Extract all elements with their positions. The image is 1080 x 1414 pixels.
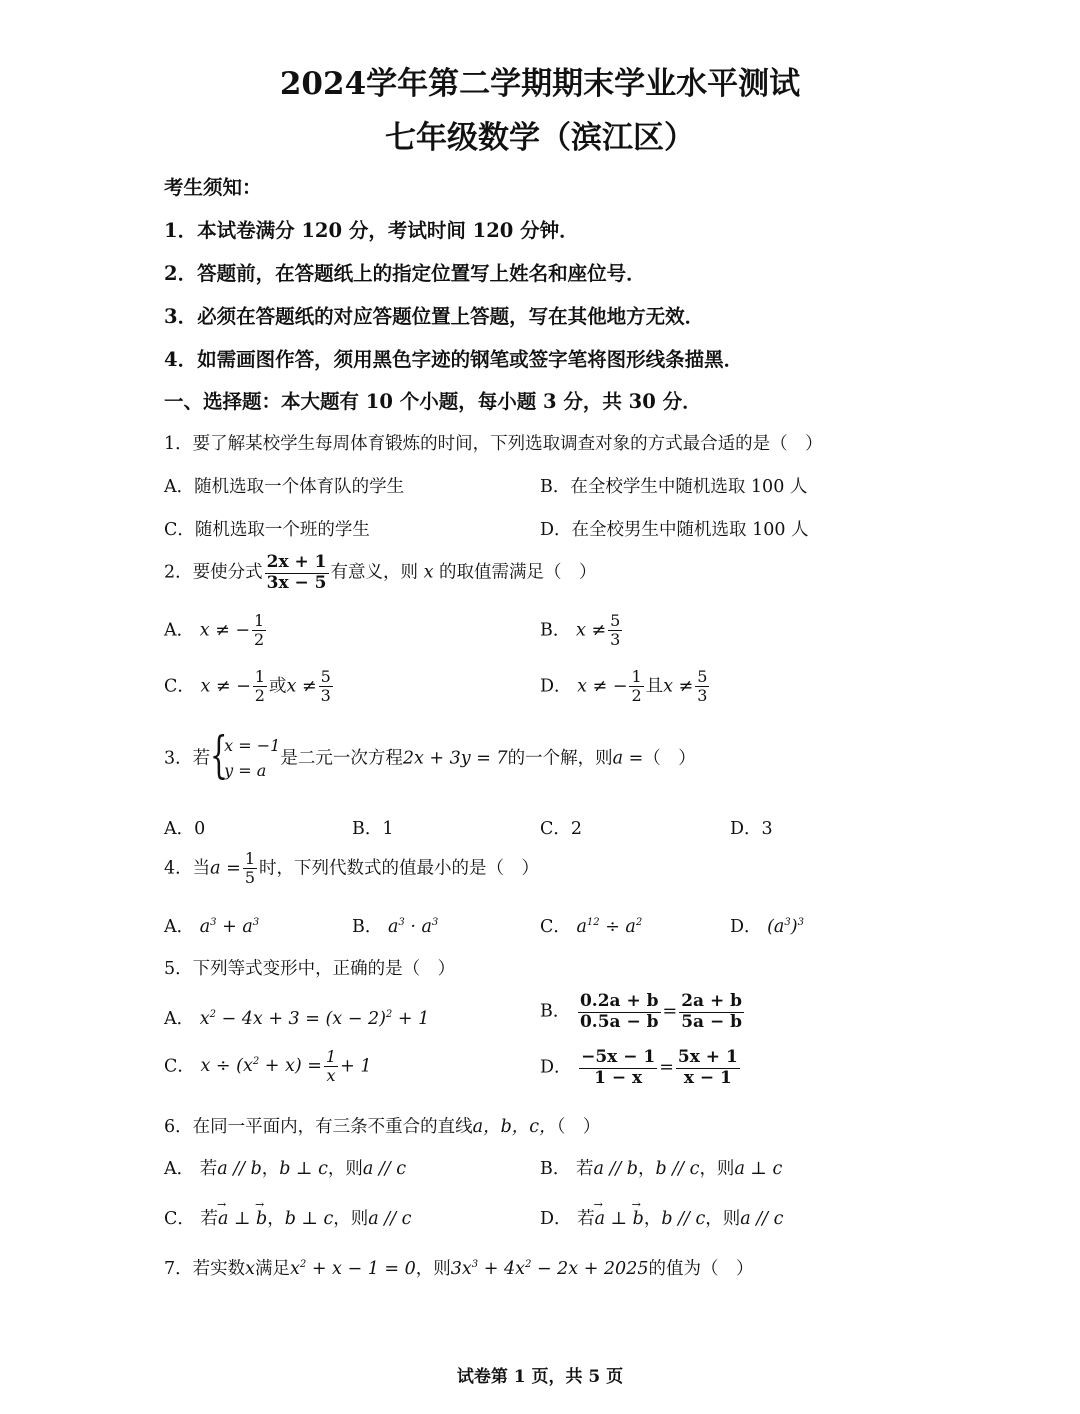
page-footer: 试卷第 1 页，共 5 页	[456, 1367, 624, 1387]
question-6-stem: 6．在同一平面内，有三条不重合的直线a，b，c，（ ）	[164, 1117, 601, 1137]
question-6-option-b: B． 若a // b，b // c，则a ⊥ c	[540, 1159, 783, 1179]
equation-system: { x = −1 y = a	[210, 726, 281, 784]
question-2-option-d: D． x ≠ − $\frac{1}{2}$ 且x ≠ $\frac{5}{3}$	[540, 667, 708, 706]
question-2-stem: 2．要使分式 $\frac{2x + 1}{3x - 5}$ 有意义，则 x 的取值需满足（ ）	[164, 552, 597, 593]
question-2-option-c: C． x ≠ − $\frac{1}{2}$ 或x ≠ $\frac{5}{3}$	[164, 667, 331, 706]
notice-item-4: 4．如需画图作答，须用黑色字迹的钢笔或签字笔将图形线条描黑．	[164, 348, 744, 371]
question-3-option-d: D．3	[730, 819, 773, 839]
question-3-option-a: A．0	[164, 819, 206, 839]
question-3-stem: 3．若 { x = −1 y = a 是二元一次方程2x + 3y = 7的一个解，则a =（ ）	[164, 726, 696, 784]
notice-item-3: 3．必须在答题纸的对应答题位置上答题，写在其他地方无效．	[164, 305, 705, 328]
notice-heading: 考生须知：	[164, 176, 262, 199]
question-2-option-b: B． x ≠ $\frac{5}{3}$	[540, 611, 621, 650]
question-5-option-c: C． $x \div (x^2 + x)$ = $\frac{1}{x}$ + 1	[164, 1047, 372, 1086]
question-5-option-d: D． $\frac{-5x - 1}{1 - x}$ = $\frac{5x + 1}{x - 1}$	[540, 1047, 738, 1088]
question-4-option-d: D． $(a^3)^3$	[730, 917, 804, 937]
notice-item-1: 1．本试卷满分 120 分，考试时间 120 分钟．	[164, 219, 579, 242]
question-2-option-a: A． x ≠ − $\frac{1}{2}$	[164, 611, 265, 650]
notice-item-2: 2．答题前，在答题纸上的指定位置写上姓名和座位号．	[164, 262, 646, 285]
question-5-stem: 5．下列等式变形中，正确的是（ ）	[164, 959, 456, 979]
question-6-option-d: D． 若→ a ⊥ → b，b // c，则a // c	[540, 1205, 783, 1230]
question-6-option-c: C． 若→ a ⊥ → b，b ⊥ c，则a // c	[164, 1205, 411, 1230]
section-1-heading: 一、选择题：本大题有 10 个小题，每小题 3 分，共 30 分．	[164, 390, 702, 413]
question-5-option-a: A． $x^2 - 4x + 3 = (x - 2)^2 + 1$	[164, 1009, 430, 1029]
question-3-option-b: B．1	[352, 819, 394, 839]
question-4-stem: 4．当a = $\frac{1}{5}$ 时，下列代数式的值最小的是（ ）	[164, 849, 539, 888]
exam-title: 2024学年第二学期期末学业水平测试	[279, 66, 801, 102]
question-1-option-a: A．随机选取一个体育队的学生	[164, 477, 405, 497]
exam-subtitle: 七年级数学（滨江区）	[385, 120, 695, 156]
question-4-option-c: C． $a^{12} \div a^2$	[540, 917, 643, 937]
fraction-expression: $\frac{2x + 1}{3x - 5}$	[266, 552, 327, 593]
question-1-option-b: B．在全校学生中随机选取 100 人	[540, 477, 808, 497]
question-1-option-c: C．随机选取一个班的学生	[164, 520, 370, 540]
question-6-option-a: A． 若a // b，b ⊥ c，则a // c	[164, 1159, 407, 1179]
question-7-stem: 7．若实数x满足$x^2 + x - 1 = 0$，则$3x^3 + 4x^2 - 2x + 2025$的值为（ ）	[164, 1259, 754, 1279]
question-5-option-b: B． $\frac{0.2a + b}{0.5a - b}$ = $\frac{2a + b}{5a - b}$	[540, 991, 742, 1032]
question-1-option-d: D．在全校男生中随机选取 100 人	[540, 520, 809, 540]
question-4-option-b: B． $a^3 \cdot a^3$	[352, 917, 439, 937]
question-3-option-c: C．2	[540, 819, 583, 839]
question-4-option-a: A． $a^3 + a^3$	[164, 917, 260, 937]
question-1-stem: 1．要了解某校学生每周体育锻炼的时间，下列选取调查对象的方式最合适的是（ ）	[164, 434, 823, 454]
